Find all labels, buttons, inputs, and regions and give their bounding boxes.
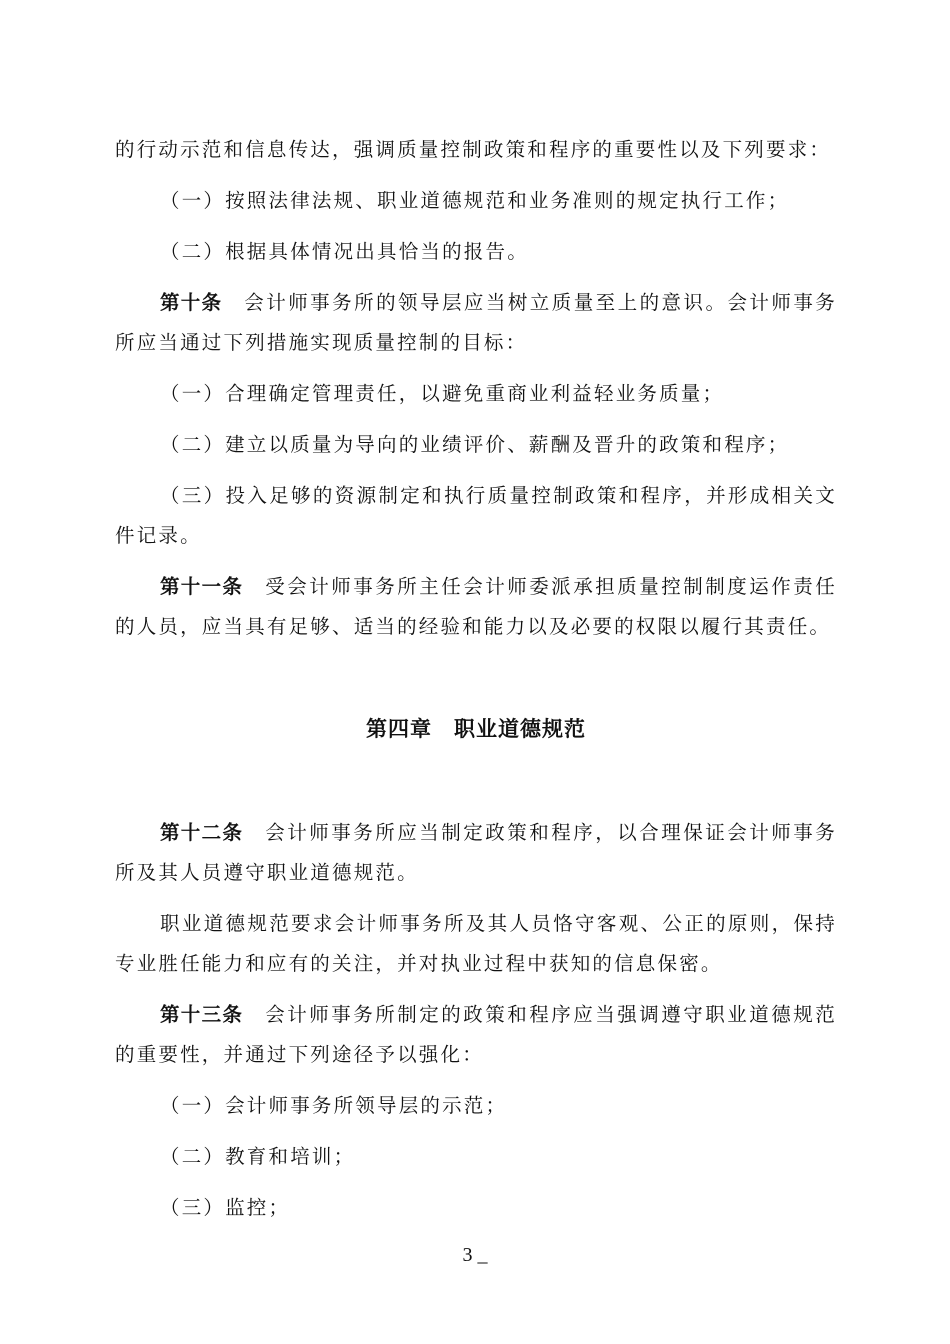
list-item: （三）投入足够的资源制定和执行质量控制政策和程序，并形成相关文件记录。 <box>115 484 837 547</box>
list-item: （一）按照法律法规、职业道德规范和业务准则的规定执行工作； <box>160 189 790 212</box>
document-body <box>115 130 837 1239</box>
article-text: 受会计师事务所主任会计师委派承担质量控制制度运作责任的人员，应当具有足够、适当的经验和能力以及必要的权限以履行其责任。 <box>115 575 837 638</box>
article-label: 第十三条 <box>160 1003 244 1026</box>
chapter-number: 第四章 <box>366 717 432 741</box>
list-item: （二）根据具体情况出具恰当的报告。 <box>160 240 529 263</box>
paragraph: 职业道德规范要求会计师事务所及其人员恪守客观、公正的原则，保持专业胜任能力和应有的关注，并对执业过程中获知的信息保密。 <box>115 912 837 975</box>
article-12 <box>115 813 837 893</box>
article-13 <box>115 995 837 1075</box>
article-11 <box>115 567 837 647</box>
article-text: 会计师事务所应当制定政策和程序，以合理保证会计师事务所及其人员遵守职业道德规范。 <box>115 821 837 884</box>
list-item: （三）监控； <box>160 1196 291 1219</box>
list-item: （一）会计师事务所领导层的示范； <box>160 1094 508 1117</box>
article-10 <box>115 283 837 363</box>
article-text: 会计师事务所的领导层应当树立质量至上的意识。会计师事务所应当通过下列措施实现质量控制的目标： <box>115 291 837 354</box>
list-item: （二）教育和培训； <box>160 1145 356 1168</box>
list-item: （二）建立以质量为导向的业绩评价、薪酬及晋升的政策和程序； <box>160 433 790 456</box>
page-number: 3 _ <box>462 1244 488 1266</box>
article-label: 第十条 <box>160 291 223 314</box>
chapter-title: 职业道德规范 <box>454 717 586 741</box>
paragraph-continuation: 的行动示范和信息传达，强调质量控制政策和程序的重要性以及下列要求： <box>115 138 832 161</box>
article-label: 第十一条 <box>160 575 244 598</box>
article-text: 会计师事务所制定的政策和程序应当强调遵守职业道德规范的重要性，并通过下列途径予以强化： <box>115 1003 837 1066</box>
chapter-heading <box>115 709 837 749</box>
article-label: 第十二条 <box>160 821 244 844</box>
list-item: （一）合理确定管理责任，以避免重商业利益轻业务质量； <box>160 382 725 405</box>
